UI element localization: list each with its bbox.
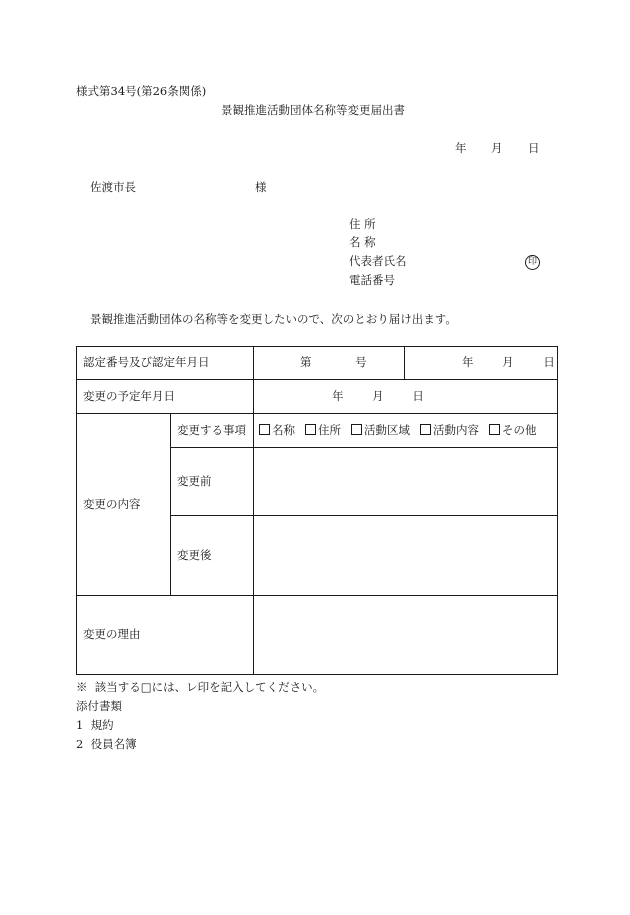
cert-row bbox=[77, 347, 558, 380]
cert-label: 認定番号及び認定年月日 bbox=[77, 347, 254, 380]
option-other[interactable] bbox=[489, 423, 537, 437]
option-name-label: 名称 bbox=[272, 423, 295, 438]
planned-date-cell[interactable] bbox=[254, 380, 558, 414]
checkbox-name[interactable] bbox=[259, 424, 270, 435]
reason-row bbox=[77, 596, 558, 675]
document-title: 景観推進活動団体名称等変更届出書 bbox=[221, 103, 405, 117]
cert-date-cell[interactable] bbox=[405, 347, 558, 380]
content-label: 変更の内容 bbox=[77, 414, 171, 596]
planned-row bbox=[77, 380, 558, 414]
name-label: 名 称 bbox=[349, 235, 376, 249]
planned-year: 年 bbox=[332, 388, 344, 403]
reason-field[interactable] bbox=[254, 596, 558, 675]
items-row bbox=[77, 414, 558, 448]
representative-label: 代表者氏名 bbox=[349, 254, 407, 268]
change-form-table bbox=[76, 346, 558, 675]
after-label: 変更後 bbox=[171, 516, 254, 596]
cert-no-prefix: 第 bbox=[300, 355, 312, 370]
items-label: 変更する事項 bbox=[171, 414, 254, 448]
form-number: 様式第34号(第26条関係) bbox=[76, 84, 207, 98]
date-month: 月 bbox=[491, 141, 503, 155]
option-address-label: 住所 bbox=[318, 423, 341, 438]
cert-day: 日 bbox=[543, 355, 555, 370]
option-other-label: その他 bbox=[502, 423, 537, 438]
planned-day: 日 bbox=[412, 388, 424, 403]
cert-year: 年 bbox=[462, 355, 474, 370]
date-day: 日 bbox=[528, 141, 540, 155]
note: ※ 該当する□には、レ印を記入してください。 bbox=[76, 680, 325, 694]
reason-label: 変更の理由 bbox=[77, 596, 254, 675]
items-options bbox=[254, 414, 558, 448]
cert-no-suffix: 号 bbox=[355, 355, 367, 370]
attachment-item: 1 規約 bbox=[76, 718, 114, 732]
after-field[interactable] bbox=[254, 516, 558, 596]
seal-mark-text: 印 bbox=[525, 255, 540, 270]
option-area-label: 活動区域 bbox=[364, 423, 410, 438]
before-label: 変更前 bbox=[171, 448, 254, 516]
phone-label: 電話番号 bbox=[349, 273, 395, 287]
checkbox-activity[interactable] bbox=[420, 424, 431, 435]
before-field[interactable] bbox=[254, 448, 558, 516]
attachment-item: 2 役員名簿 bbox=[76, 737, 137, 751]
checkbox-other[interactable] bbox=[489, 424, 500, 435]
option-area[interactable] bbox=[351, 423, 410, 437]
checkbox-address[interactable] bbox=[305, 424, 316, 435]
statement: 景観推進活動団体の名称等を変更したいので、次のとおり届け出ます。 bbox=[90, 312, 457, 326]
attachments-title: 添付書類 bbox=[76, 699, 122, 713]
seal-mark-icon bbox=[525, 255, 540, 270]
address-label: 住 所 bbox=[349, 217, 376, 231]
addressee-honorific: 様 bbox=[255, 180, 267, 194]
planned-label: 変更の予定年月日 bbox=[77, 380, 254, 414]
cert-number-cell[interactable] bbox=[254, 347, 405, 380]
addressee-name: 佐渡市長 bbox=[90, 180, 136, 194]
date-year: 年 bbox=[455, 141, 467, 155]
cert-month: 月 bbox=[502, 355, 514, 370]
option-name[interactable] bbox=[259, 423, 295, 437]
planned-month: 月 bbox=[372, 388, 384, 403]
option-activity[interactable] bbox=[420, 423, 479, 437]
option-address[interactable] bbox=[305, 423, 341, 437]
option-activity-label: 活動内容 bbox=[433, 423, 479, 438]
checkbox-area[interactable] bbox=[351, 424, 362, 435]
